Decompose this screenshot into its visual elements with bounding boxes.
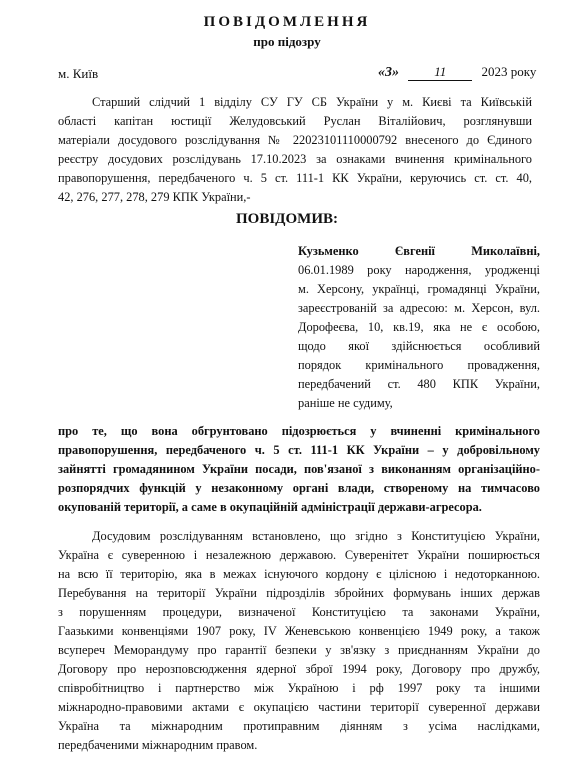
body-line: Україна та міжнародним протиправним діянням з усіма наслідками, [58,719,540,733]
city: м. Київ [58,66,99,81]
body-line: Україна є суверенною і незалежною державою. Суверенітет України поширюється [58,548,540,562]
person-line: 06.01.1989 року народження, уродженці [298,263,540,277]
intro-line: 42, 276, 277, 278, 279 КПК України,- [58,190,251,204]
intro-line: реєстру досудових розслідувань 17.10.2023 за ознаками вчинення кримінального [58,152,532,166]
date-day: «3» [378,65,399,80]
body-line: Досудовим розслідуванням встановлено, що згідно з Конституцією України, [92,529,540,543]
person-line: щодо якої здійснюється особливий [298,339,540,353]
body-line: всупереч Меморандуму про гарантії безпеки у зв'язку з приєднанням України до [58,643,540,657]
document-date [378,64,536,81]
suspicion-line: розпорядчих функцій у незаконному органі влади, створеному на тимчасово [58,481,540,495]
person-line: зареєстрованій за адресою: м. Херсон, вул. [298,301,540,315]
body-line: міжнародно-правовими актами є окупацією частини території суверенної держави [58,700,540,714]
body-line: Гаазькими конвенціями 1907 року, IV Женевською конвенцією 1949 року, а також [58,624,540,638]
section-heading: ПОВІДОМИВ: [236,211,338,227]
body-line: співробітництво і партнерство між Україною і рф 1997 року та іншими [58,681,540,695]
suspicion-line: правопорушення, передбаченого ч. 5 ст. 111-1 КК України – у добровільному [58,443,540,457]
person-line: м. Херсону, українці, громадянці України, [298,282,540,296]
intro-line: області капітан юстиції Желудовський Руслан Віталійович, розглянувши [58,114,532,128]
date-year: 2023 року [481,64,537,79]
person-line: Дорофеєва, 10, кв.19, яка не є особою, [298,320,540,334]
person-line: раніше не судиму, [298,396,393,410]
suspicion-line: зайнятті громадянином України посади, пов'язаної з виконанням організаційно- [58,462,540,476]
intro-line: правопорушення, передбаченого ч. 5 ст. 111-1 КК України, керуючись ст. ст. 40, [58,171,532,185]
suspicion-line: окупованій території, а саме в окупаційній адміністрації держави-агресора. [58,500,482,514]
body-line: Договору про нерозповсюдження ядерної зброї 1994 року, Договору про дружбу, [58,662,540,676]
body-line: на всю її територію, яка в межах існуючого кордону є цілісною і недоторканною. [58,567,540,581]
body-line: передбаченими міжнародним правом. [58,738,258,752]
date-month: 11 [408,64,472,81]
document-title: ПОВІДОМЛЕННЯ [203,14,371,30]
suspicion-line: про те, що вона обгрунтовано підозрюється у вчиненні кримінального [58,424,540,438]
body-line: з порушенням процедури, визначеної Конституцією та законами України, [58,605,540,619]
intro-line: Старший слідчий 1 відділу СУ ГУ СБ України у м. Києві та Київській [92,95,532,109]
person-line: порядок кримінального провадження, [298,358,540,372]
person-line: передбачений ст. 480 КПК України, [298,377,540,391]
intro-line: матеріали досудового розслідування № 22023101110000792 внесеного до Єдиного [58,133,532,147]
document-subtitle: про підозру [253,34,321,49]
person-name: Кузьменко Євгенії Миколаївні, [298,244,540,258]
body-line: Перебування на території України підрозділів збройних формувань інших держав [58,586,540,600]
